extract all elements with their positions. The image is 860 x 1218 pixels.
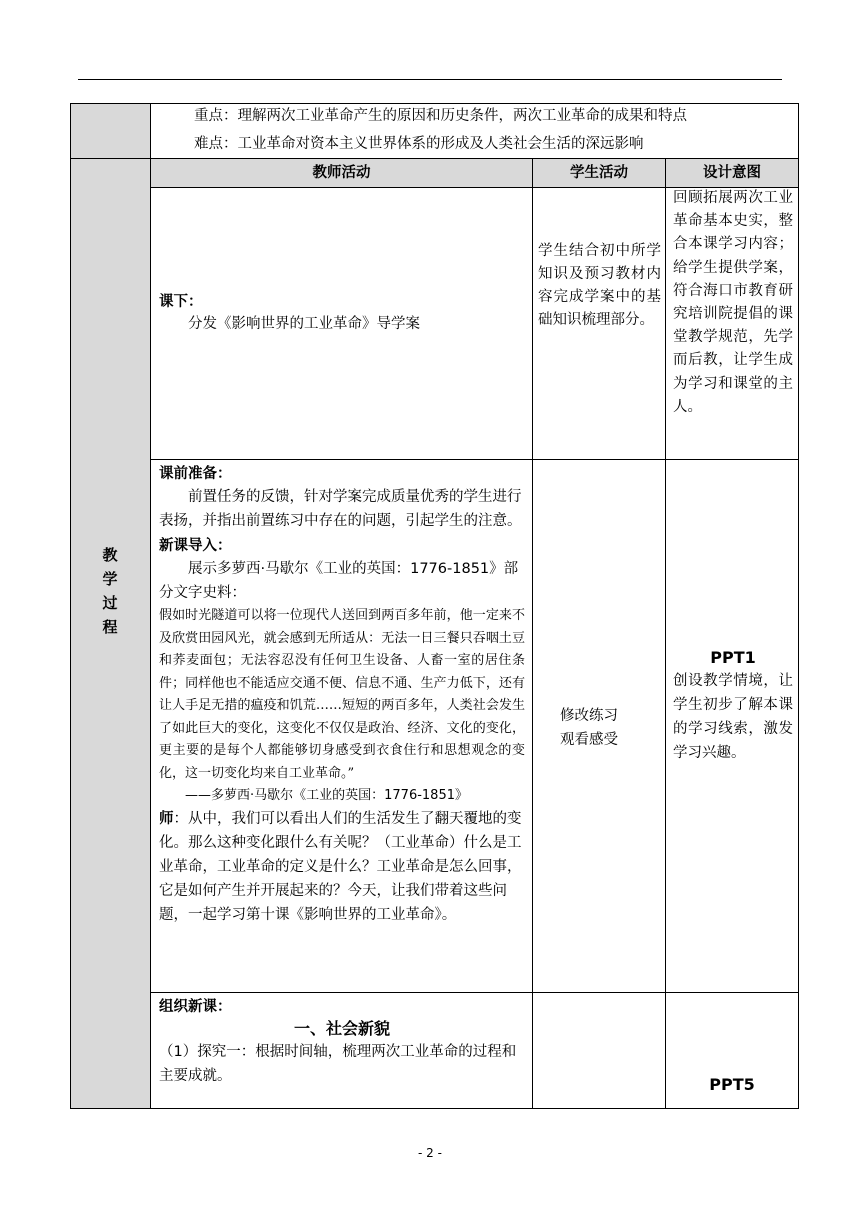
section-title: 一、社会新貌 [293, 1019, 390, 1038]
key-point-text: 重点：理解两次工业革命产生的原因和历史条件，两次工业革命的成果和特点 [194, 108, 687, 124]
page-number: - 2 - [418, 1146, 442, 1160]
row3-teacher [159, 996, 525, 1088]
student-activity-header: 学生活动 [570, 165, 628, 181]
row2-student-line2: 观看感受 [560, 732, 618, 748]
row1-teacher-text: 分发《影响世界的工业革命》导学案 [188, 316, 420, 332]
historical-quote: 假如时光隧道可以将一位现代人送回到两百多年前，他一定来不及欣赏田园风光，就会感到无所适从：无法一日三餐只吞咽土豆和荞麦面包；无法容忍没有任何卫生设备、人畜一室的居住条件；同样他也不能适应交通不便、信息不通、生产力低下，还有让人手足无措的瘟疫和饥荒……短短的两百多年，人类社会发生了如此巨大的变化，这变化不仅仅是政治、经济、文化的变化，更主要的是每个人都能够切身感受到衣食住行和思想观念的变化，这一切变化均来自工业革命。” [159, 608, 525, 781]
intro-heading: 新课导入： [159, 538, 232, 554]
row2-intent-text: 创设教学情境，让学生初步了解本课的学习线索，激发学习兴趣。 [673, 673, 793, 761]
side-label-char: 教 [102, 546, 118, 564]
ppt5-label: PPT5 [709, 1075, 755, 1094]
row2-student-line1: 修改练习 [560, 708, 618, 724]
header-rule [78, 79, 782, 80]
teacher-speech-label: 师 [159, 811, 174, 827]
side-label-char: 过 [102, 594, 118, 612]
new-lesson-heading: 组织新课： [159, 999, 232, 1015]
quote-citation: ——多萝西·马歇尔《工业的英国：1776-1851》 [185, 788, 468, 803]
row2-teacher [159, 463, 525, 927]
explore-text: （1）探究一：根据时间轴，梳理两次工业革命的过程和主要成就。 [159, 1044, 517, 1084]
row2-student [560, 704, 660, 752]
side-label [71, 543, 149, 639]
side-label-char: 学 [102, 570, 118, 588]
difficult-point-text: 难点：工业革命对资本主义世界体系的形成及人类社会生活的深远影响 [194, 136, 644, 152]
intro-text: 展示多萝西·马歇尔《工业的英国：1776-1851》部分文字史料： [159, 561, 519, 601]
teacher-speech [159, 807, 525, 927]
ppt1-label: PPT1 [710, 648, 756, 667]
prep-heading: 课前准备： [159, 466, 232, 482]
row2-intent [673, 647, 793, 765]
teacher-speech-text: ：从中，我们可以看出人们的生活发生了翻天覆地的变化。那么这种变化跟什么有关呢？（工业革命）什么是工业革命，工业革命的定义是什么？工业革命是怎么回事，它是如何产生并开展起来的？今天，让我们带着这些问题，一起学习第十课《影响世界的工业革命》。 [159, 811, 522, 923]
row1-teacher [159, 291, 524, 335]
row1-heading: 课下： [159, 294, 203, 310]
row1-intent-text: 回顾拓展两次工业革命基本史实，整合本课学习内容；给学生提供学案，符合海口市教育研究培训院提倡的课堂教学规范，先学而后教，让学生成为学习和课堂的主人。 [673, 190, 793, 415]
side-label-char: 程 [102, 618, 118, 636]
lesson-plan-table [70, 103, 799, 1109]
design-intent-header: 设计意图 [703, 165, 761, 181]
row1-student-text: 学生结合初中所学知识及预习教材内容完成学案中的基础知识梳理部分。 [538, 243, 661, 328]
teacher-activity-header: 教师活动 [312, 165, 371, 181]
prep-text: 前置任务的反馈，针对学案完成质量优秀的学生进行表扬，并指出前置练习中存在的问题，引起学生的注意。 [159, 489, 522, 529]
